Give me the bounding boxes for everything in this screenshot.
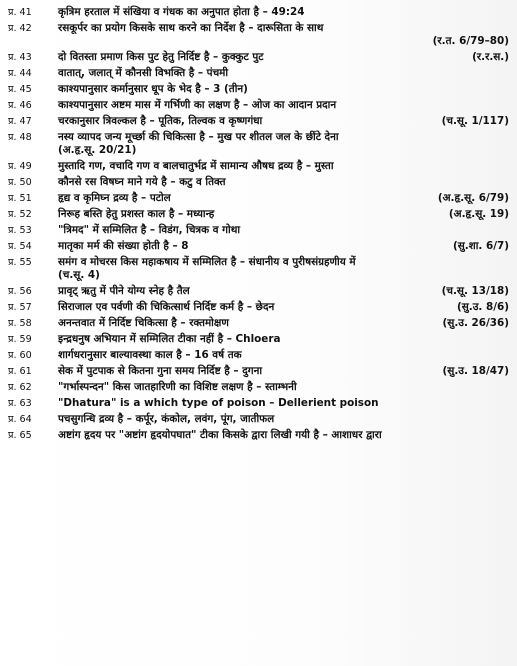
question-number: प्र. 46 <box>8 100 32 111</box>
question-text: इन्द्रधनुष अभियान में सम्मिलित टीका नहीं है – Chloera <box>58 333 281 345</box>
question-reference: (अ.हृ.सू. 20/21) <box>58 144 137 156</box>
question-item <box>8 346 509 362</box>
question-reference: (सु.शा. 6/7) <box>452 240 509 252</box>
question-item <box>8 410 509 426</box>
question-text: पचसुगन्धि द्रव्य है – कर्पूर, कंकोल, लवंग, पूंग, जातीफल <box>58 413 275 425</box>
question-body <box>58 208 509 221</box>
question-item <box>8 426 509 442</box>
question-body <box>58 131 509 157</box>
question-item <box>8 128 509 157</box>
question-text: "Dhatura" is a which type of poison – Dellerient poison <box>58 397 379 409</box>
question-text: मुस्तादि गण, वचादि गण व बालचातुर्भद्र में सामान्य औषध द्रव्य है – मुस्ता <box>58 160 334 172</box>
question-number: प्र. 63 <box>8 398 32 409</box>
question-text: चरकानुसार त्रिवल्कल है – पूतिक, तिल्वक व कृष्णगंधा <box>58 115 263 127</box>
question-text: काश्यपानुसार कर्मानुसार धूप के भेद है – 3 (तीन) <box>58 83 248 95</box>
question-reference: (अ.हृ.सू. 6/79) <box>437 192 509 204</box>
question-body <box>58 240 509 253</box>
question-text: सेक में पुटपाक से कितना गुना समय निर्दिष्ट है – दुगना <box>58 365 263 377</box>
question-item <box>8 96 509 112</box>
question-text: हृद्य व कृमिघ्न द्रव्य है – पटोल <box>58 192 171 204</box>
question-body <box>58 115 509 128</box>
question-item <box>8 378 509 394</box>
question-number: प्र. 65 <box>8 430 32 441</box>
question-item <box>8 48 509 64</box>
question-body <box>58 301 509 314</box>
question-reference: (च.सू. 1/117) <box>441 115 509 127</box>
question-text: प्रावृट् ऋतु में पीने योग्य स्नेह है तैल <box>58 285 190 297</box>
question-number: प्र. 50 <box>8 177 32 188</box>
question-reference: (सु.उ. 26/36) <box>442 317 509 329</box>
question-number: प्र. 56 <box>8 286 32 297</box>
question-text: कौनसे रस विषघ्न माने गये है – कटु व तिक्त <box>58 176 226 188</box>
question-number: प्र. 44 <box>8 68 32 79</box>
question-item <box>8 64 509 80</box>
question-reference: (च.सू. 13/18) <box>441 285 509 297</box>
question-reference: (सु.उ. 18/47) <box>442 365 509 377</box>
question-number: प्र. 60 <box>8 350 32 361</box>
question-number: प्र. 54 <box>8 241 32 252</box>
question-item <box>8 173 509 189</box>
question-body <box>58 365 509 378</box>
question-number: प्र. 42 <box>8 23 32 34</box>
question-body <box>58 317 509 330</box>
question-body <box>58 51 509 64</box>
question-text: अष्टांग हृदय पर "अष्टांग हृदयोपघात" टीका किसके द्वारा लिखी गयी है – आशाधर द्वारा <box>58 429 382 441</box>
question-number: प्र. 59 <box>8 334 32 345</box>
question-body <box>58 192 509 205</box>
question-text: मातृका मर्म की संख्या होती है – 8 <box>58 240 189 252</box>
question-body <box>58 285 509 298</box>
question-number: प्र. 51 <box>8 193 32 204</box>
question-number: प्र. 48 <box>8 132 32 143</box>
question-number: प्र. 58 <box>8 318 32 329</box>
question-number: प्र. 47 <box>8 116 32 127</box>
question-item <box>8 189 509 205</box>
question-text: समंग व मोचरस किस महाकषाय में सम्मिलित है – संधानीय व पुरीषसंग्रहणीय में <box>58 256 356 268</box>
question-number: प्र. 52 <box>8 209 32 220</box>
question-text: काश्यपानुसार अष्टम मास में गर्भिणी का लक्षण है – ओज का आदान प्रदान <box>58 99 337 111</box>
question-reference: (र.र.स.) <box>472 51 509 63</box>
question-item <box>8 394 509 410</box>
question-number: प्र. 62 <box>8 382 32 393</box>
question-number: प्र. 55 <box>8 257 32 268</box>
question-text: रसकूर्पर का प्रयोग किसके साथ करने का निर्देश है – दारूसिता के साथ <box>58 22 324 34</box>
question-text: कृत्रिम हरताल में संखिया व गंधक का अनुपात होता है – 49:24 <box>58 6 305 18</box>
question-body <box>58 22 509 48</box>
question-text: दो वितस्ता प्रमाण किस पुट हेतु निर्दिष्ट है – कुक्कुट पुट <box>58 51 264 63</box>
question-number: प्र. 53 <box>8 225 32 236</box>
question-number: प्र. 49 <box>8 161 32 172</box>
question-item <box>8 314 509 330</box>
question-number: प्र. 61 <box>8 366 32 377</box>
question-number: प्र. 43 <box>8 52 32 63</box>
question-number: प्र. 41 <box>8 7 32 18</box>
question-item <box>8 19 509 48</box>
question-item <box>8 362 509 378</box>
question-text: वातात्, जलात् में कौनसी विभक्ति है – पंचमी <box>58 67 229 79</box>
question-item <box>8 80 509 96</box>
question-item <box>8 282 509 298</box>
question-text: सिराजाल एव पर्वणी की चिकित्सार्थ निर्दिष्ट कर्म है – छेदन <box>58 301 275 313</box>
question-number: प्र. 64 <box>8 414 32 425</box>
question-item <box>8 253 509 282</box>
question-item <box>8 3 509 19</box>
question-number: प्र. 45 <box>8 84 32 95</box>
question-body <box>58 256 509 282</box>
question-reference: (च.सू. 4) <box>58 269 100 281</box>
question-item <box>8 112 509 128</box>
question-reference: (अ.हृ.सू. 19) <box>448 208 509 220</box>
question-item <box>8 221 509 237</box>
question-text: शार्गधरानुसार बाल्यावस्था काल है – 16 वर्ष तक <box>58 349 242 361</box>
question-text: "गर्भास्पन्दन" किस जातहारिणी का विशिष्ट लक्षण है – स्ताम्भनी <box>58 381 297 393</box>
question-reference: (र.त. 6/79–80) <box>432 35 509 47</box>
question-item <box>8 205 509 221</box>
question-item <box>8 237 509 253</box>
question-item <box>8 157 509 173</box>
question-reference: (सु.उ. 8/6) <box>457 301 509 313</box>
question-text: अनन्तवात में निर्दिष्ट चिकित्सा है – रक्तमोक्षण <box>58 317 229 329</box>
question-text: "त्रिमद" में सम्मिलित है – विडंग, चित्रक व गोथा <box>58 224 241 236</box>
question-item <box>8 298 509 314</box>
question-item <box>8 330 509 346</box>
question-text: नस्य व्यापद जन्य मूर्च्छा की चिकित्सा है – मुख पर शीतल जल के छींटे देना <box>58 131 339 143</box>
question-number: प्र. 57 <box>8 302 32 313</box>
question-text: निरूह बस्ति हेतु प्रशस्त काल है – मध्यान्ह <box>58 208 215 220</box>
